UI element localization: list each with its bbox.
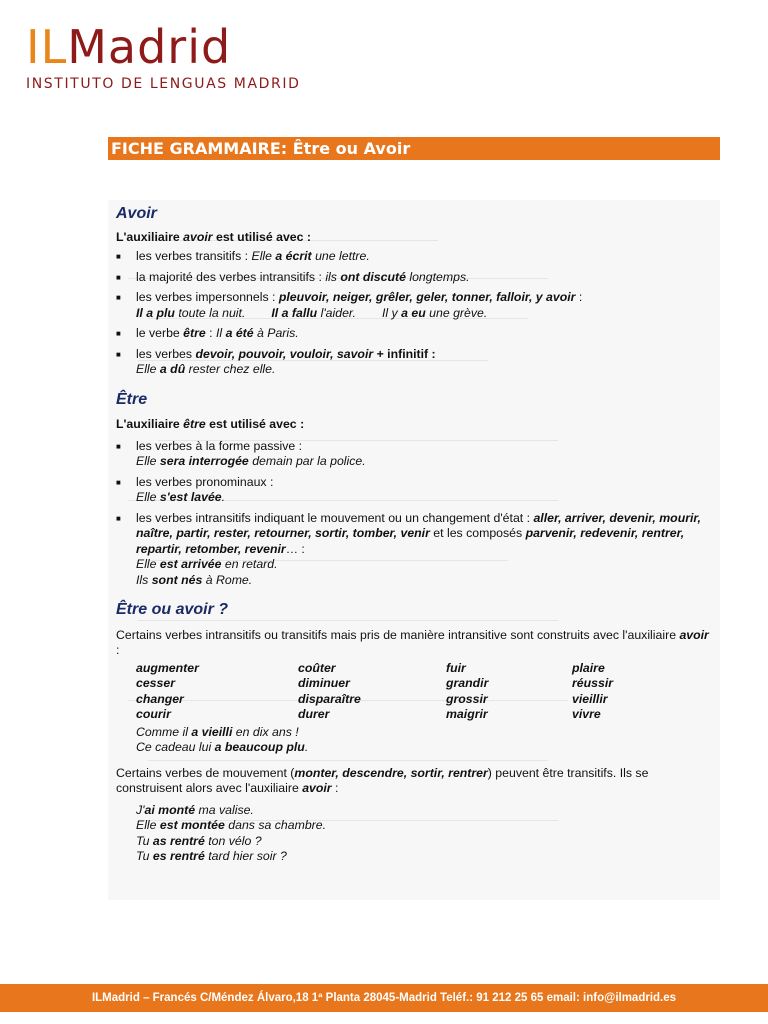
avoir-intro: L'auxiliaire avoir est utilisé avec : xyxy=(116,229,312,244)
verb-item: réussir xyxy=(572,676,614,690)
etre-ou-avoir-paragraph-1: Certains verbes intransitifs ou transitifs mais pris de manière intransitive sont construits avec l'auxiliaire avoir : xyxy=(116,627,709,657)
logo-madrid: Madrid xyxy=(67,20,232,74)
list-item: ■ les verbes impersonnels : pleuvoir, neiger, grêler, geler, tonner, falloir, y avoir : Il a plu toute la nuit. Il a fallu l'aider. Il y a eu une grève. xyxy=(116,290,712,321)
verb-item: vivre xyxy=(572,707,601,721)
verb-item: maigrir xyxy=(446,707,488,721)
verb-item: plaire xyxy=(572,660,605,675)
example-sentence: Elle est montée dans sa chambre. xyxy=(136,818,327,832)
example-sentence: J'ai monté ma valise. xyxy=(136,802,254,817)
content xyxy=(116,206,712,865)
avoir-list xyxy=(116,249,712,378)
list-item: ■ le verbe être : Il a été à Paris. xyxy=(116,326,712,342)
verb-item: coûter xyxy=(298,660,336,675)
example-sentence: Tu as rentré ton vélo ? xyxy=(136,833,262,848)
list-item: ■ la majorité des verbes intransitifs : ils ont discuté longtemps. xyxy=(116,270,712,286)
verb-item: courir xyxy=(136,707,171,721)
verb-item: vieillir xyxy=(572,691,608,706)
list-item: ■ les verbes devoir, pouvoir, vouloir, savoir + infinitif : Elle a dû rester chez elle. xyxy=(116,347,712,378)
verb-item: changer xyxy=(136,691,184,706)
verb-item: durer xyxy=(298,707,330,721)
verb-item: augmenter xyxy=(136,660,199,675)
logo xyxy=(26,20,301,92)
verb-item: grossir xyxy=(446,691,488,706)
etre-list xyxy=(116,439,712,589)
verb-item: disparaître xyxy=(298,691,361,706)
logo-wordmark xyxy=(26,20,300,74)
page-title: FICHE GRAMMAIRE: Être ou Avoir xyxy=(108,137,720,160)
section-heading-etre-ou-avoir: Être ou avoir ? xyxy=(116,601,229,618)
verb-item: cesser xyxy=(136,676,175,690)
list-item: ■ les verbes à la forme passive : Elle sera interrogée demain par la police. xyxy=(116,439,712,470)
etre-intro: L'auxiliaire être est utilisé avec : xyxy=(116,417,305,431)
example-sentence: Tu es rentré tard hier soir ? xyxy=(136,849,287,863)
verb-item: grandir xyxy=(446,676,489,690)
list-item: ■ les verbes pronominaux : Elle s'est lavée. xyxy=(116,475,712,506)
verb-grid xyxy=(116,661,712,723)
etre-ou-avoir-paragraph-2: Certains verbes de mouvement (monter, descendre, sortir, rentrer) peuvent être transitifs. Ils se construisent alors avec l'auxiliaire avoir : xyxy=(116,765,649,795)
section-heading-etre: Être xyxy=(116,390,148,408)
verb-item: fuir xyxy=(446,660,466,675)
logo-subtitle: INSTITUTO DE LENGUAS MADRID xyxy=(26,76,301,92)
verb-item: diminuer xyxy=(298,676,350,690)
example-sentence: Ce cadeau lui a beaucoup plu. xyxy=(136,740,309,754)
list-item: ■ les verbes transitifs : Elle a écrit une lettre. xyxy=(116,249,712,265)
footer-contact-bar: ILMadrid – Francés C/Méndez Álvaro,18 1ª Planta 28045-Madrid Teléf.: 91 212 25 65 email: info@ilmadrid.es xyxy=(0,984,768,1012)
list-item: ■ les verbes intransitifs indiquant le mouvement ou un changement d'état : aller, arriver, devenir, mourir, naître, partir, rester, retourner, sortir, tomber, venir et les composés parvenir, redevenir, rentrer, repartir, retomber, revenir… : Elle est arrivée en retard. Ils sont nés à Rome. xyxy=(116,511,712,589)
section-heading-avoir: Avoir xyxy=(116,205,157,222)
scanned-sheet xyxy=(108,200,720,900)
example-sentence: Comme il a vieilli en dix ans ! xyxy=(136,724,299,739)
logo-il: IL xyxy=(26,20,68,74)
